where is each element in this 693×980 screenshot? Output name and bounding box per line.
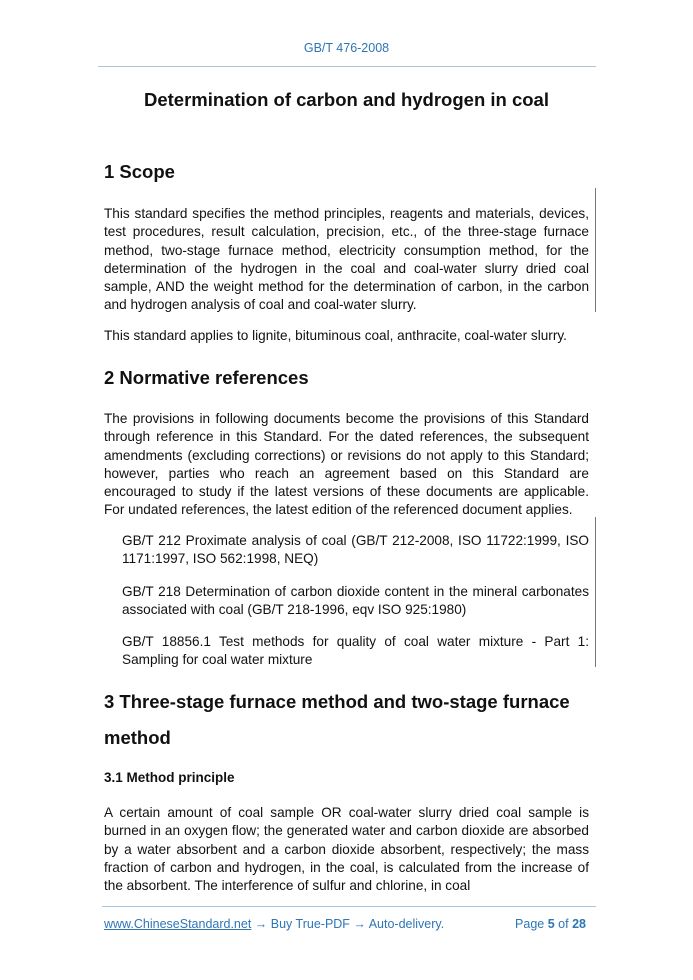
subsection-heading-method-principle: 3.1 Method principle [104,770,235,785]
section-heading-normative-references: 2 Normative references [104,367,309,388]
document-title: Determination of carbon and hydrogen in coal [144,89,549,110]
reference-item: GB/T 18856.1 Test methods for quality of coal water mixture - Part 1: Sampling for coal water mixture [122,634,589,668]
page-label: Page [515,917,545,931]
change-bar [595,517,596,667]
page-indicator [515,917,586,931]
page-total: 28 [572,917,586,931]
page-of: of [558,917,569,931]
footer-divider [102,906,596,907]
header-divider [98,66,596,67]
reference-item: GB/T 212 Proximate analysis of coal (GB/T 212-2008, ISO 11722:1999, ISO 1171:1997, ISO 562:1998, NEQ) [122,533,589,567]
scope-paragraph-2: This standard applies to lignite, bituminous coal, anthracite, coal-water slurry. [104,328,567,343]
footer-website-link[interactable]: www.ChineseStandard.net [104,917,252,931]
header-standard-code: GB/T 476-2008 [303,41,390,55]
section-heading-three-stage-furnace: 3 Three-stage furnace method and two-stage furnace [104,691,570,712]
scope-paragraph-1: This standard specifies the method principles, reagents and materials, devices, test procedures, result calculation, precision, etc., of the three-stage furnace method, two-stage furnace method, electricity consumption method, for the determination of the hydrogen in the coal and coal-water slurry dried coal sample, AND the weight method for the determination of carbon, in the carbon and hydrogen analysis of coal and coal-water slurry. [104,206,589,313]
normative-references-paragraph: The provisions in following documents become the provisions of this Standard through reference in this Standard. For the dated references, the subsequent amendments (excluding corrections) or revisions do not apply to this Standard; however, parties who reach an agreement based on this Standard are encouraged to study if the latest versions of these documents are applicable. For undated references, the latest edition of the referenced document applies. [104,411,589,518]
footer [104,917,586,931]
section-heading-scope: 1 Scope [104,161,175,182]
page-current: 5 [547,917,555,931]
change-bar [595,188,596,312]
footer-promo-text: → Buy True-PDF → Auto-delivery. [251,917,445,931]
method-principle-paragraph: A certain amount of coal sample OR coal-water slurry dried coal sample is burned in an oxygen flow; the generated water and carbon dioxide are absorbed by a water absorbent and a carbon dioxide absorbent, respectively; the mass fraction of carbon and hydrogen, in the coal, is calculated from the increase of the absorbent. The interference of sulfur and chlorine, in coal [104,805,589,894]
section-heading-three-stage-furnace-cont: method [104,727,171,748]
reference-item: GB/T 218 Determination of carbon dioxide content in the mineral carbonates associated with coal (GB/T 218-1996, eqv ISO 925:1980) [122,584,589,618]
